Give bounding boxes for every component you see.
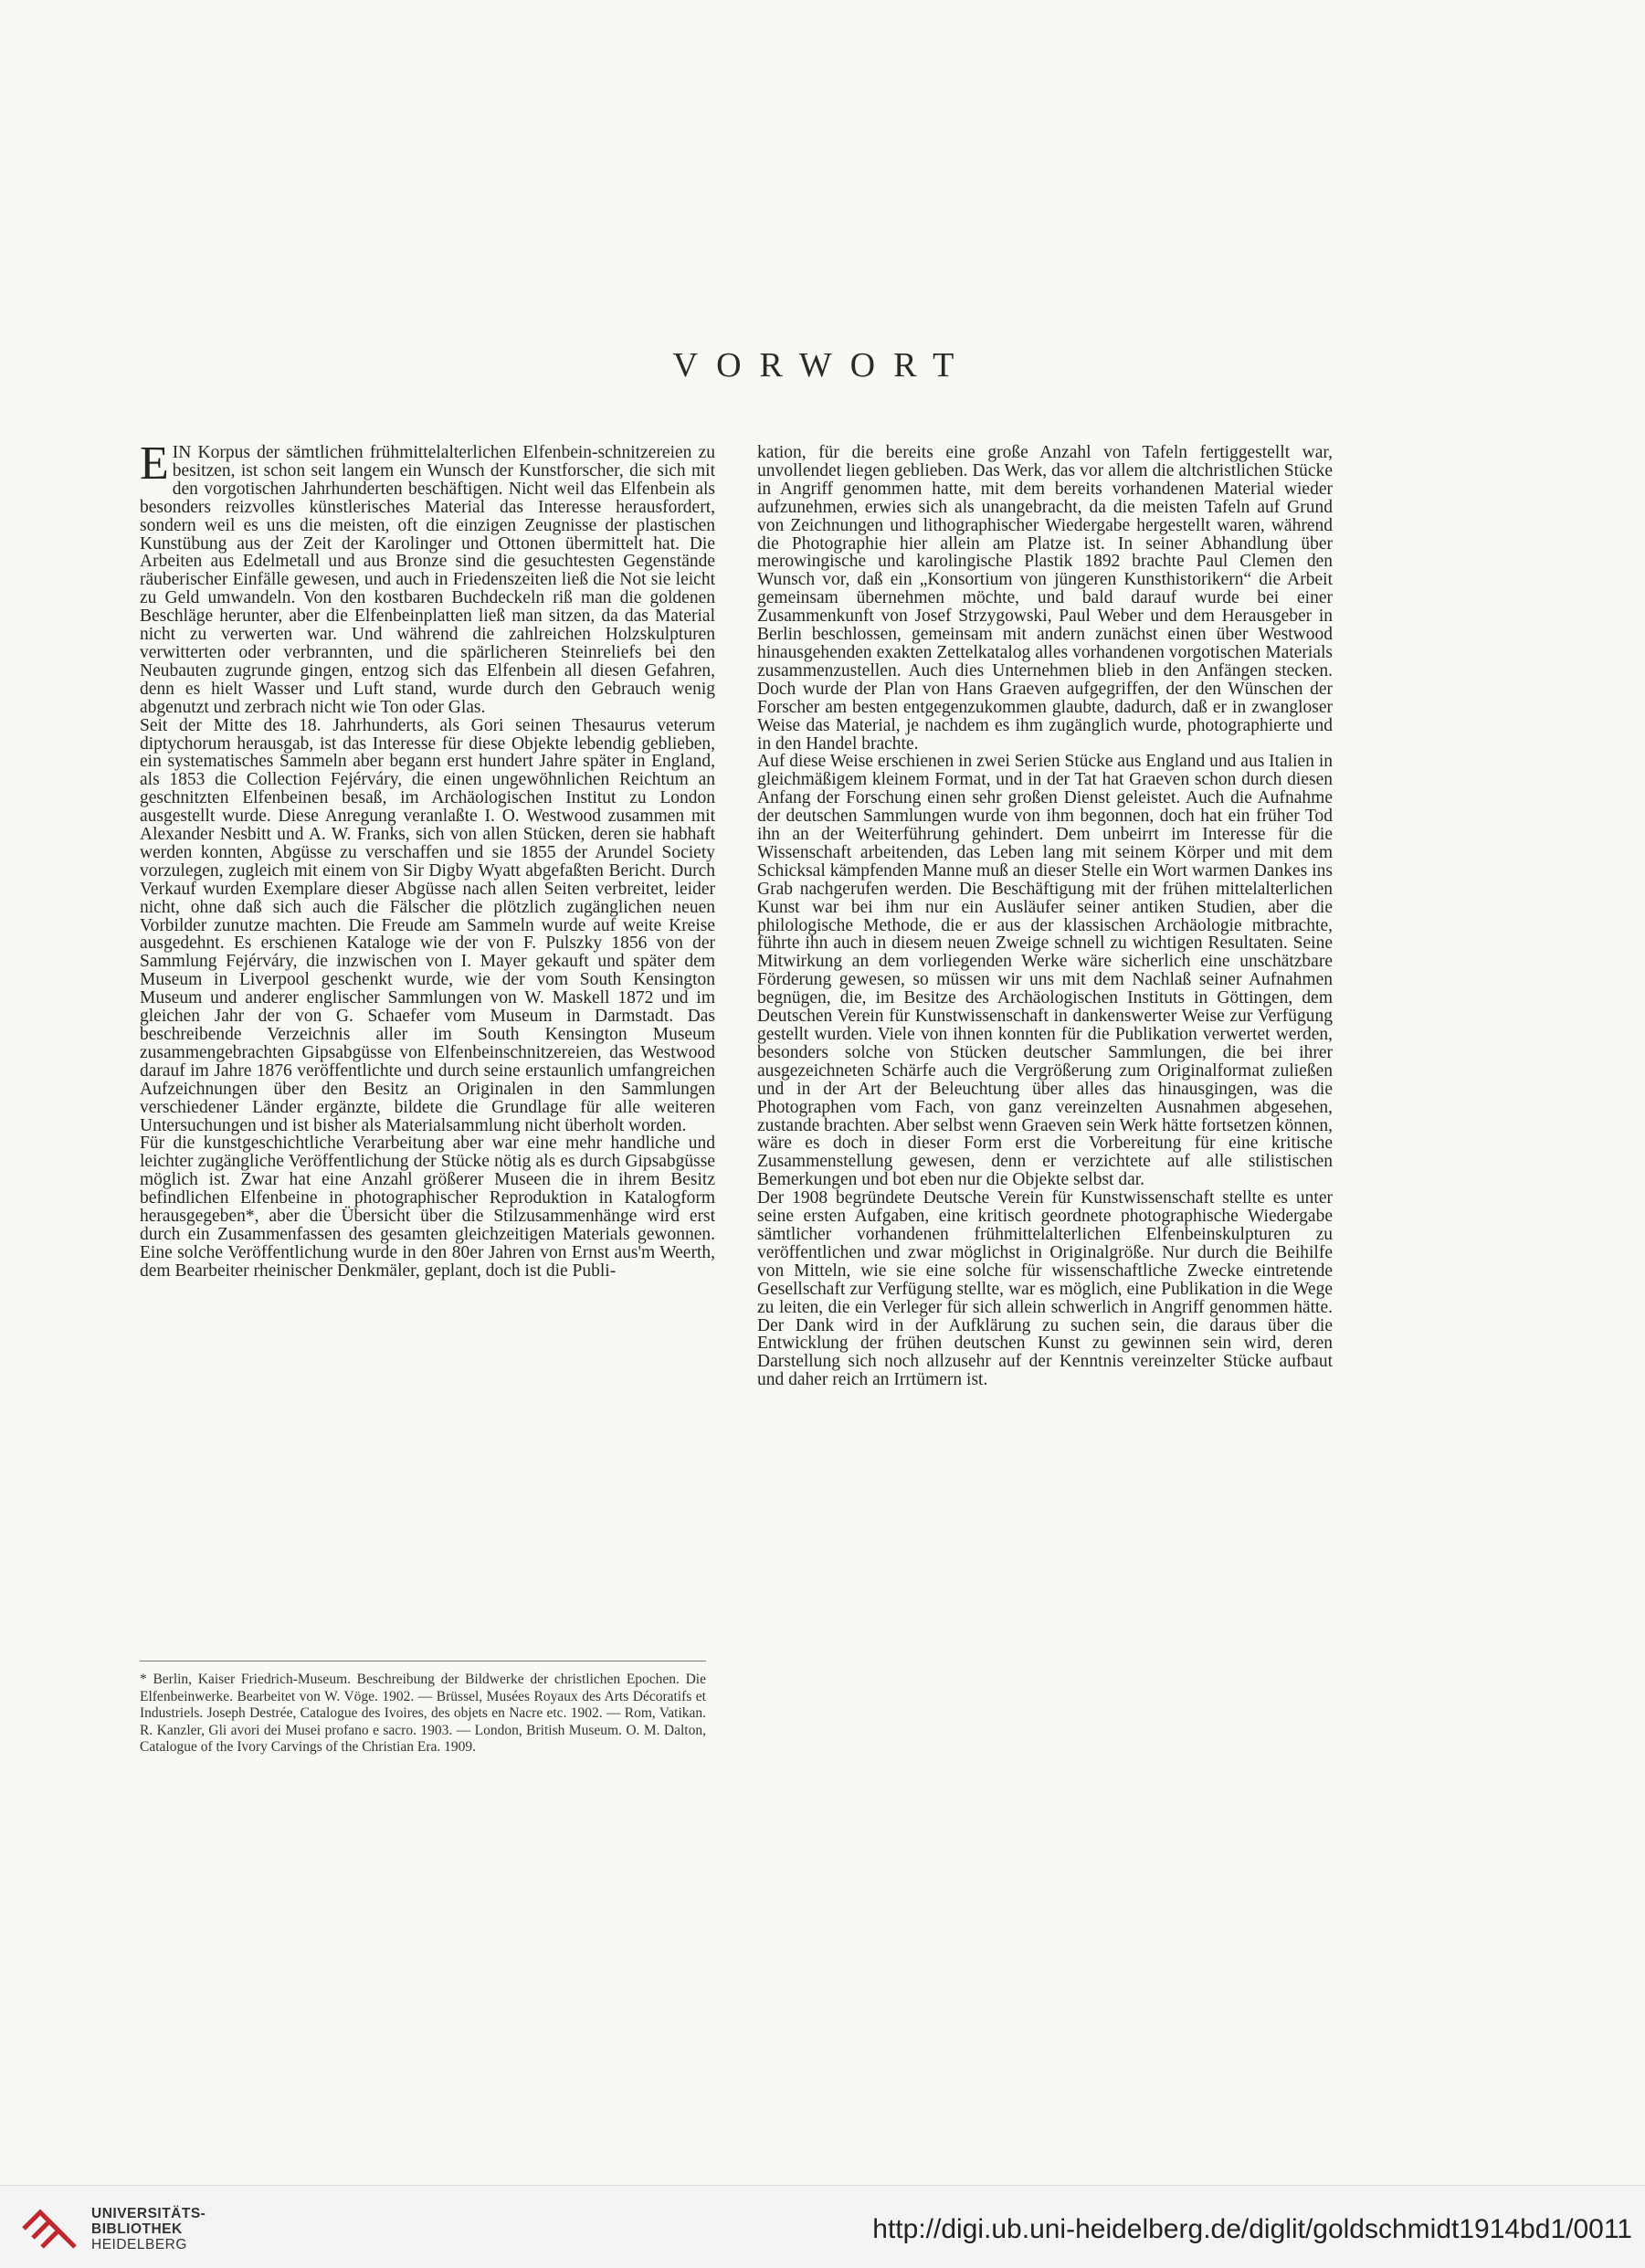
paragraph: kation, für die bereits eine große Anzahl von Tafeln fertiggestellt war, unvollendet liegen geblieben. Das Werk, das vor allem die altchristlichen Stücke in Angriff genommen hatte, mit dem bereits vorhandenen Material wieder aufzunehmen, erwies sich als unangebracht, da die meisten Tafeln auf Grund von Zeichnungen und lithographischer Wiedergabe hergestellt waren, während die Photographie hier allein am Platze ist. In seiner Abhandlung über merowingische und karolingische Plastik 1892 brachte Paul Clemen den Wunsch vor, daß ein „Konsortium von jüngeren Kunsthistorikern“ die Arbeit gemeinsam übernehmen möchte, und bald darauf wurde bei einer Zusammenkunft von Josef Strzygowski, Paul Weber und dem Herausgeber in Berlin beschlossen, gemeinsam mit andern zunächst einen über Westwood hinausgehenden exakten Zettelkatalog alles vorhandenen vorgotischen Materials zusammenzustellen. Auch dies Unternehmen blieb in den Anfängen stecken. Doch wurde der Plan von Hans Graeven aufgegriffen, der den Wünschen der Forscher am besten entgegenzukommen glaubte, dadurch, daß er in zwangloser Weise das Material, je nachdem es ihm zugänglich wurde, photographierte und in den Handel brachte. [757, 443, 1333, 754]
paragraph: Auf diese Weise erschienen in zwei Serien Stücke aus England und aus Italien in gleichmäßigem kleinem Format, und in der Tat hat Graeven schon durch diesen Anfang der Forschung einen sehr großen Dienst geleistet. Auch die Aufnahme der deutschen Sammlungen wurde von ihm begonnen, doch hat ein früher Tod ihn an der Weiterführung gehindert. Dem unbeirrt im Interesse für die Wissenschaft arbeitenden, das Leben lang mit seinem Körper und mit dem Schicksal kämpfenden Manne muß an dieser Stelle ein Wort warmen Dankes ins Grab nachgerufen werden. Die Beschäftigung mit der frühen mittelalterlichen Kunst war bei ihm nur ein Ausläufer seiner antiken Studien, aber die philologische Methode, die er aus der klassischen Archäologie mitbrachte, führte ihn auch in diesem neuen Zweige schnell zu wichtigen Resultaten. Seine Mitwirkung an dem vorliegenden Werke wäre sicherlich eine unschätzbare Förderung gewesen, so müssen wir uns mit dem Nachlaß seiner Aufnahmen begnügen, die, im Besitze des Archäologischen Instituts in Göttingen, dem Deutschen Verein für Kunstwissenschaft in dankenswerter Weise zur Verfügung gestellt wurden. Viele von ihnen konnten für die Publikation verwertet werden, besonders solche von Stücken deutscher Sammlungen, die bei ihrer ausgezeichneten Schärfe auch die Vergrößerung zum Originalformat zuließen und in der Art der Beleuchtung über alles das hinausgingen, was die Photographen vom Fach, von ganz vereinzelten Ausnahmen abgesehen, zustande brachten. Aber selbst wenn Graeven sein Werk hätte fortsetzen können, wäre es doch in dieser Form erst die Vorbereitung für eine kritische Zusammenstellung gewesen, denn er verzichtete auf alle stilistischen Bemerkungen und bot eben nur die Objekte selbst dar. [757, 752, 1334, 1190]
footnote: * Berlin, Kaiser Friedrich-Museum. Beschreibung der Bildwerke der christlichen Epochen. Die Elfenbeinwerke. Bearbeitet von W. Vöge. 1902. — Brüssel, Musées Royaux des Arts Décoratifs et Industriels. Joseph Destrée, Catalogue des Ivoires, des objets en Nacre etc. 1902. — Rom, Vatikan. R. Kanzler, Gli avori dei Musei profano e sacro. 1903. — London, British Museum. O. M. Dalton, Catalogue of the Ivory Carvings of the Christian Era. 1909. [140, 1672, 706, 1756]
library-name-line: HEIDELBERG [91, 2237, 187, 2252]
paragraph: Seit der Mitte des 18. Jahrhunderts, als Gori seinen Thesaurus veterum diptychorum herausgab, ist das Interesse für diese Objekte lebendig geblieben, ein systematisches Sammeln aber begann erst hundert Jahre später in England, als 1853 die Collection Fejérváry, die einen ungewöhnlichen Reichtum an geschnitzten Elfenbeinen besaß, im Archäologischen Institut zu London ausgestellt wurde. Diese Anregung veranlaßte I. O. Westwood zusammen mit Alexander Nesbitt und A. W. Franks, sich von allen Stücken, deren sie habhaft werden konnten, Abgüsse zu verschaffen und sie 1855 der Arundel Society vorzulegen, zugleich mit einem von Sir Digby Wyatt abgefaßten Bericht. Durch Verkauf wurden Exemplare dieser Abgüsse nach allen Seiten verbreitet, leider nicht, ohne daß sich auch die Fälscher die plötzlich zugänglichen neuen Vorbilder zunutze machten. Die Freude am Sammeln wurde auf weite Kreise ausgedehnt. Es erschienen Kataloge wie der von F. Pulszky 1856 von der Sammlung Fejérváry, die inzwischen von I. Mayer gekauft und später dem Museum in Liverpool geschenkt wurde, wie der vom South Kensington Museum und anderer englischer Sammlungen von W. Maskell 1872 und im gleichen Jahr der von G. Schaefer vom Museum in Darmstadt. Das beschreibende Verzeichnis aller im South Kensington Museum zusammengebrachten Gipsabgüsse von Elfenbeinschnitzereien, das Westwood darauf im Jahre 1876 veröffentlichte und durch seine erstaunlich umfangreichen Aufzeichnungen über den Besitz an Originalen in den Sammlungen verschiedener Länder ergänzte, bildete die Grundlage für alle weiteren Untersuchungen und ist bisher als Materialsammlung nicht überholt worden. [140, 715, 715, 1135]
drop-cap: E [140, 438, 169, 490]
paragraph: Für die kunstgeschichtliche Verarbeitung aber war eine mehr handliche und leichter zugängliche Veröffentlichung der Stücke nötig als es durch Gipsabgüsse möglich ist. Zwar hat eine Anzahl größerer Museen die in ihrem Besitz befindlichen Elfenbeine in photographischer Reproduktion in Katalogform herausgegeben*, aber die Übersicht über die Stilzusammenhänge wird erst durch ein Zusammenfassen des gesamten gleichzeitigen Materials gewonnen. Eine solche Veröffentlichung wurde in den 80er Jahren von Ernst aus'm Weerth, dem Bearbeiter rheinischer Denkmäler, geplant, doch ist die Publi- [140, 1134, 715, 1281]
library-name-line: BIBLIOTHEK [91, 2221, 183, 2237]
paragraph: Der 1908 begründete Deutsche Verein für Kunstwissenschaft stellte es unter seine ersten Aufgaben, eine kritisch geordnete photographische Wiedergabe sämtlicher vorhandenen frühmittelalterlichen Elfenbeinskulpturen zu veröffentlichen und zwar möglichst in Originalgröße. Nur durch die Beihilfe von Mitteln, wie sie eine solche für wissenschaftliche Zwecke eintretende Gesellschaft zur Verfügung stellte, war es möglich, eine Publikation in die Wege zu leiten, die ein Verleger für sich allein schwerlich in Angriff genommen hätte. Der Dank wird in der Aufklärung zu suchen sein, die daraus über die Entwicklung der frühen deutschen Kunst zu gewinnen sein wird, deren Darstellung sich noch allzusehr auf der Kenntnis vereinzelter Stücke aufbaut und daher reich an Irrtümern ist. [757, 1188, 1333, 1390]
ub-heidelberg-logo-icon[interactable] [20, 2201, 77, 2254]
page-title: VORWORT [672, 346, 973, 385]
left-text-column [140, 438, 715, 1281]
paragraph [140, 438, 715, 717]
library-name[interactable] [91, 2206, 206, 2252]
library-name-line: UNIVERSITÄTS- [91, 2206, 206, 2221]
page-url[interactable]: http://digi.ub.uni-heidelberg.de/diglit/goldschmidt1914bd1/0011 [872, 2214, 1632, 2244]
paragraph-text: IN Korpus der sämtlichen frühmittelalterlichen Elfenbein-schnitzereien zu besitzen, ist schon seit langem ein Wunsch der Kunstforscher, die sich mit den vorgotischen Jahrhunderten beschäftigen. Nicht weil das Elfenbein als besonders reizvolles künstlerisches Material das Interesse herausfordert, sondern weil es uns die meisten, oft die einzigen Zeugnisse der plastischen Kunstübung aus der Zeit der Karolinger und Ottonen übermittelt hat. Die Arbeiten aus Edelmetall und aus Bronze sind die gesuchtesten Gegenstände räuberischer Einfälle gewesen, und auch in Friedenszeiten ließ die Not sie leicht zu Geld umwandeln. Von den kostbaren Buchdeckeln riß man die goldenen Beschläge herunter, aber die Elfenbeinplatten ließ man sitzen, da das Material nicht zu verwerten war. Und während die zahlreichen Holzskulpturen verwitterten oder verbrannten, und die spärlicheren Steinreliefs bei den Neubauten zugrunde gingen, entzog sich das Elfenbein all diesen Gefahren, denn es hielt Wasser und Luft stand, wurde durch den Gebrauch wenig abgenutzt und zerbrach nicht wie Ton oder Glas. [140, 443, 715, 717]
right-text-column [757, 444, 1333, 1389]
